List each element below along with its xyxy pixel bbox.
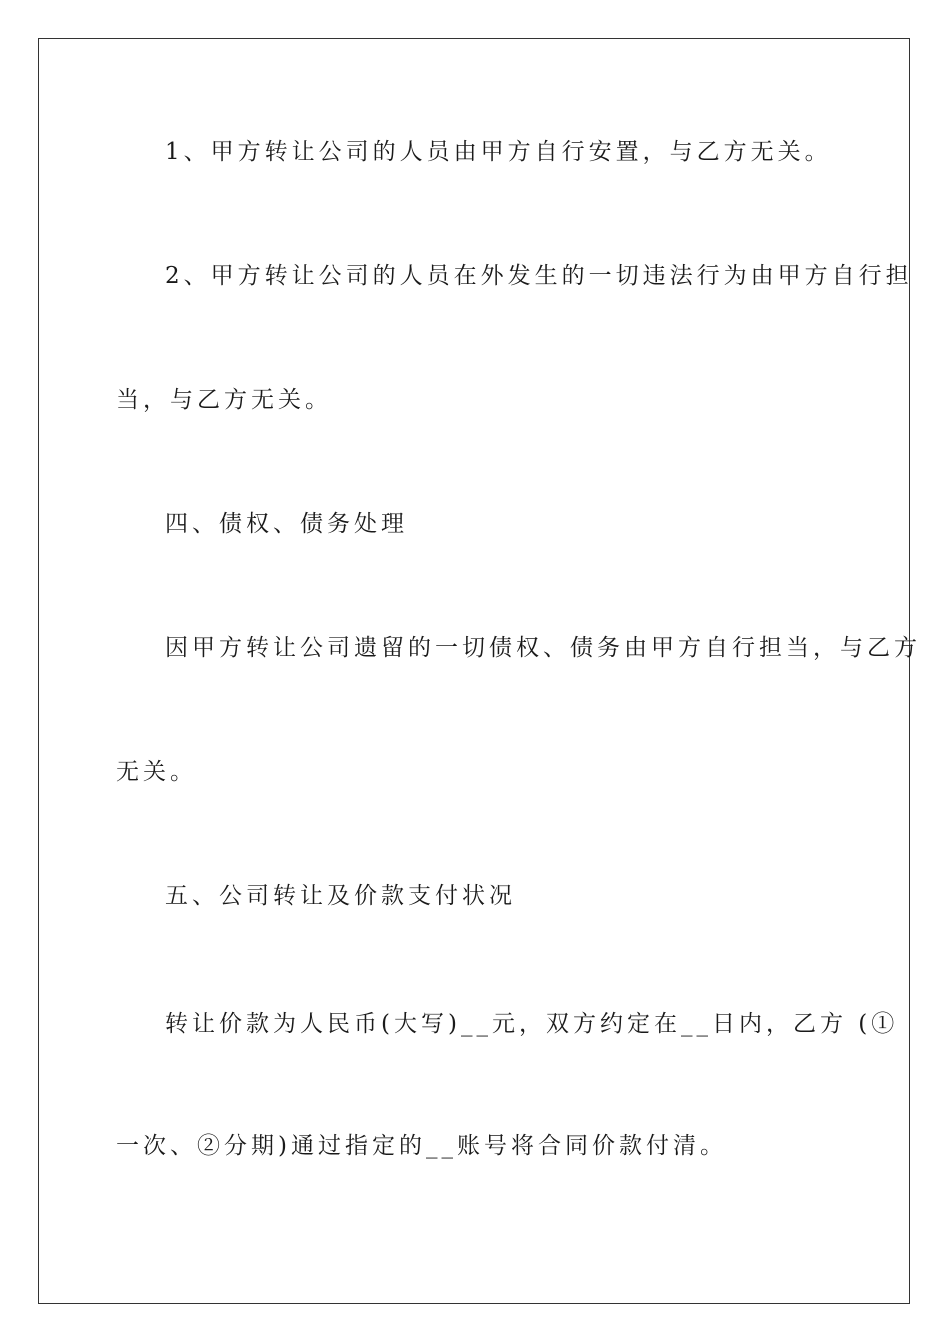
section-5-body-line-1: 转让价款为人民币(大写)__元，双方约定在__日内，乙方 (① xyxy=(165,1011,899,1037)
section-5-heading: 五、公司转让及价款支付状况 xyxy=(165,883,516,909)
section-5-body-line-2: 一次、②分期)通过指定的__账号将合同价款付清。 xyxy=(116,1133,727,1159)
page-border xyxy=(38,38,910,1304)
clause-2-liability-line-2: 当，与乙方无关。 xyxy=(116,387,332,413)
section-4-body-line-2: 无关。 xyxy=(116,759,197,785)
clause-1-staff-placement: 1、甲方转让公司的人员由甲方自行安置，与乙方无关。 xyxy=(165,139,832,165)
section-4-heading: 四、债权、债务处理 xyxy=(165,511,408,537)
clause-2-liability-line-1: 2、甲方转让公司的人员在外发生的一切违法行为由甲方自行担 xyxy=(165,263,913,289)
section-4-body-line-1: 因甲方转让公司遗留的一切债权、债务由甲方自行担当，与乙方 xyxy=(165,635,921,661)
